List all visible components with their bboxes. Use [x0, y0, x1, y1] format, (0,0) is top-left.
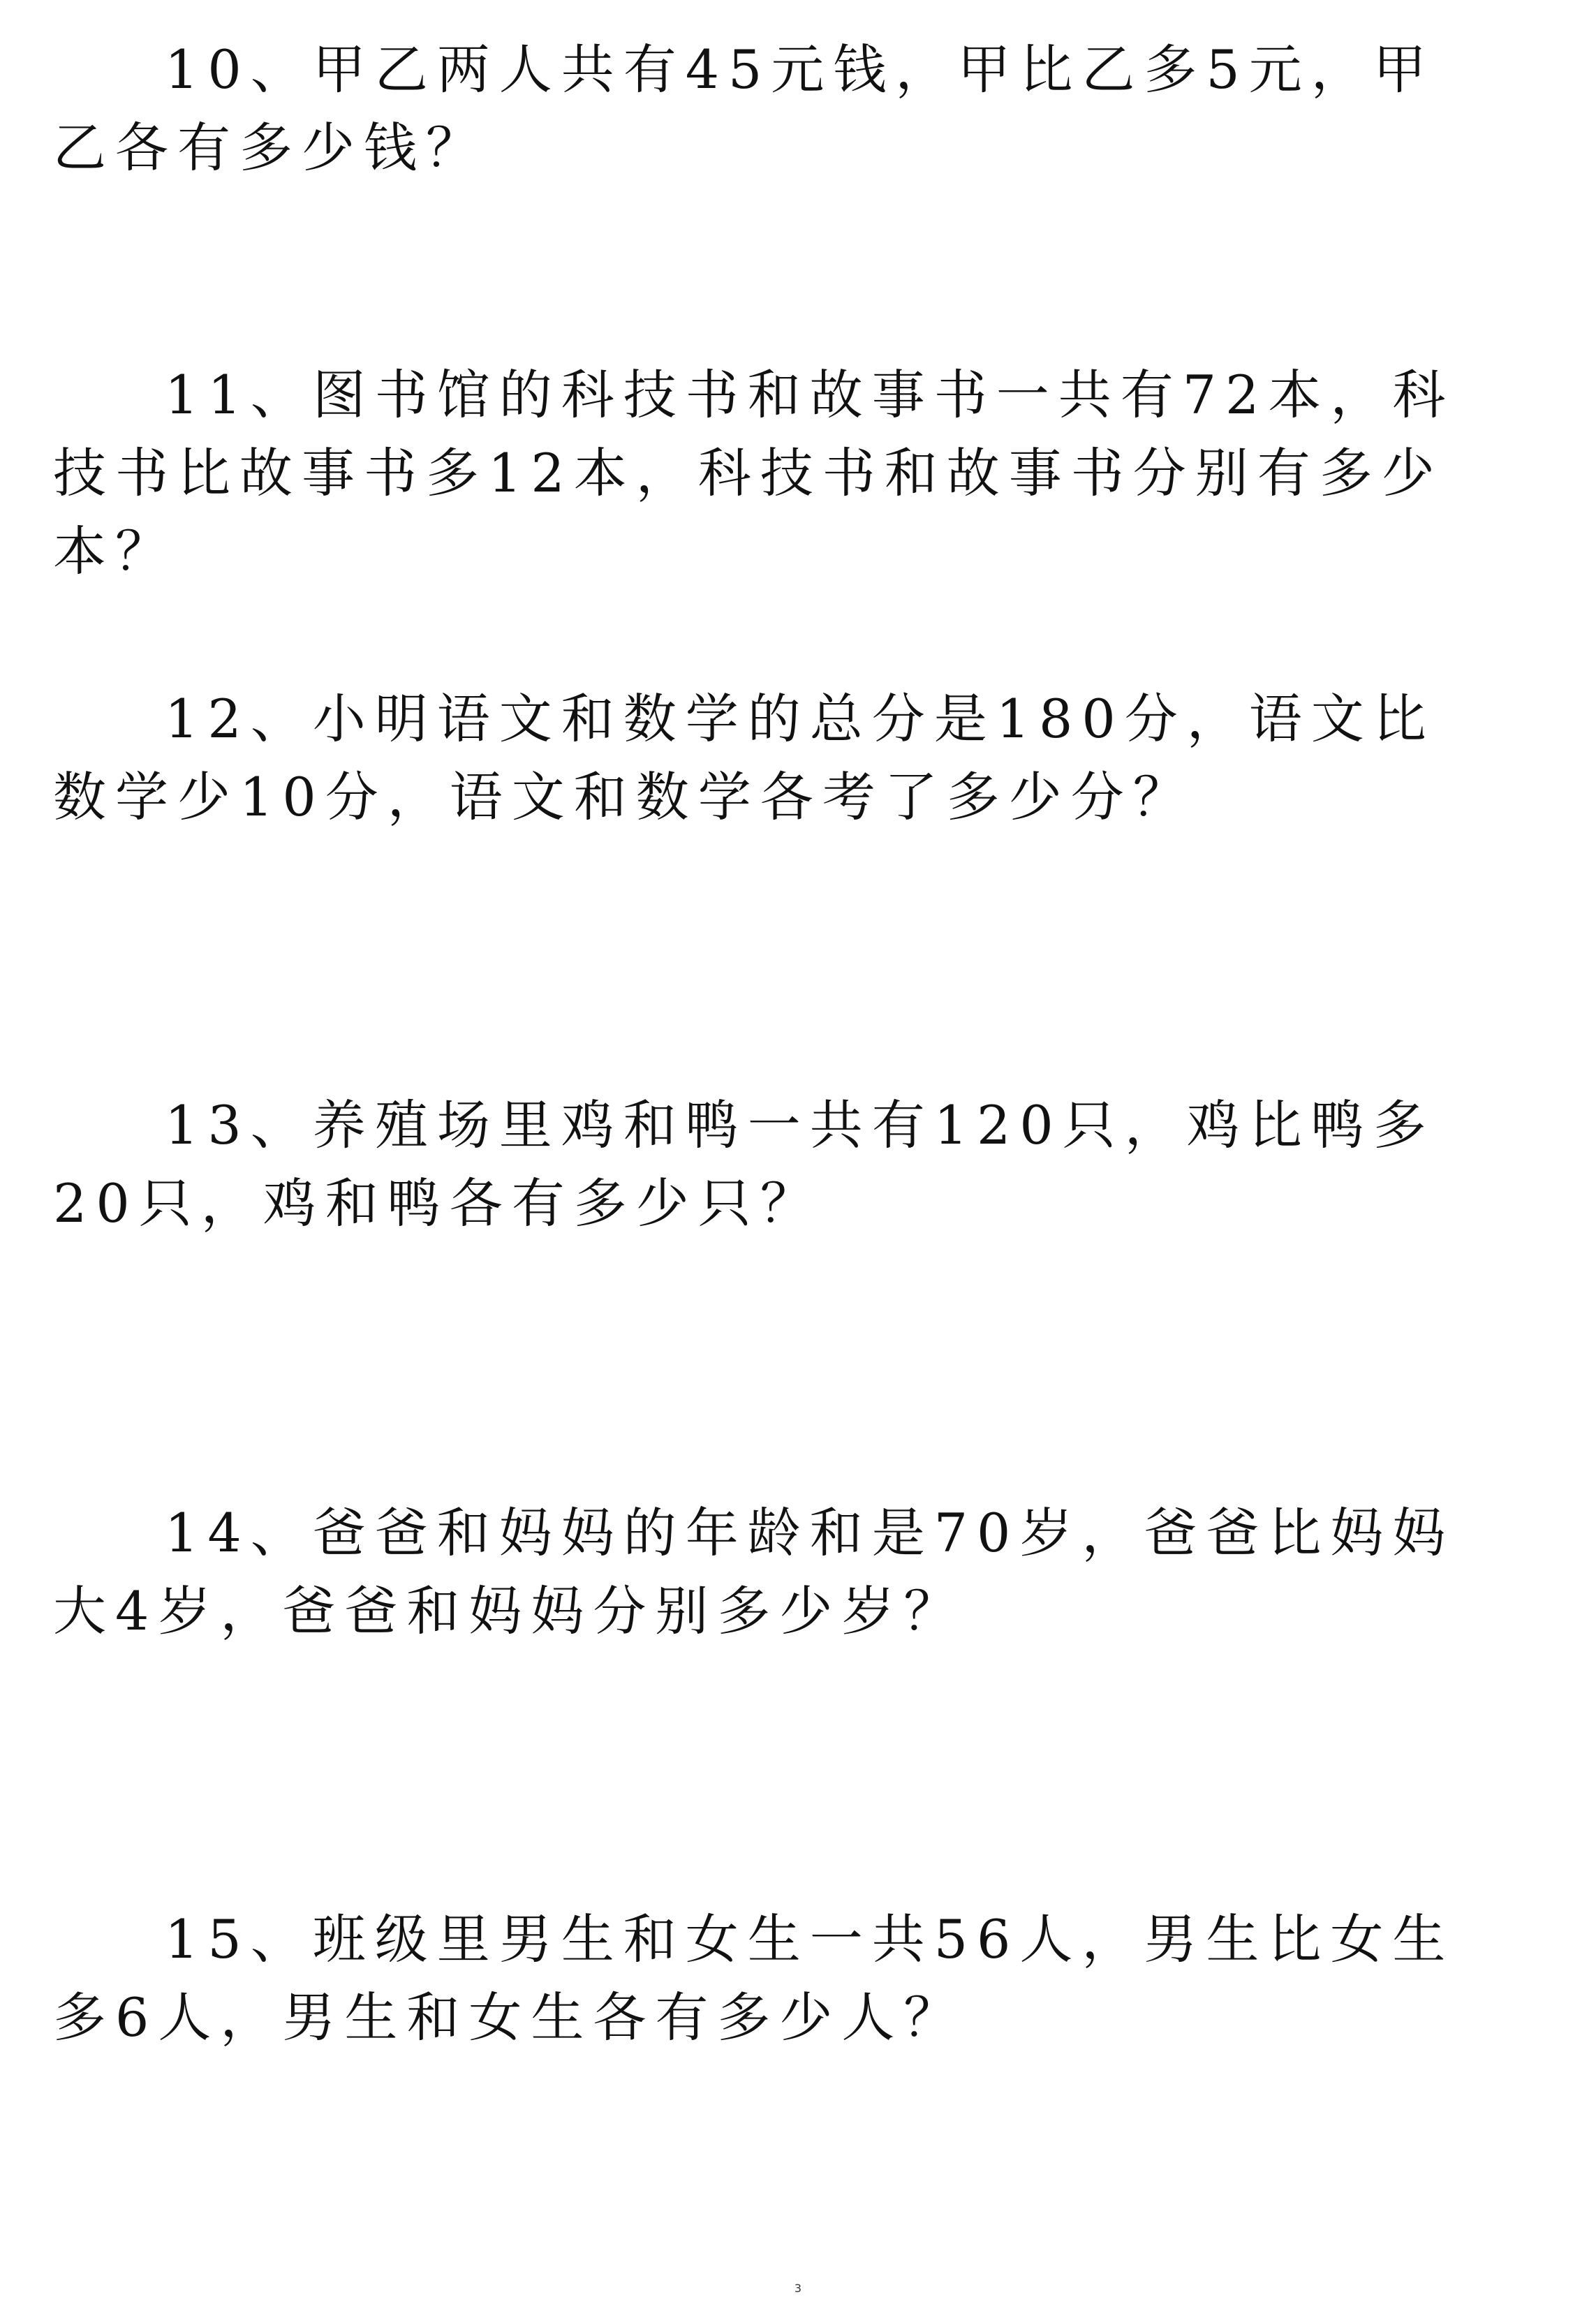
problem-10: 10、甲乙两人共有45元钱，甲比乙多5元，甲乙各有多少钱？	[53, 38, 1435, 179]
problem-12: 12、小明语文和数学的总分是180分，语文比数学少10分，语文和数学各考了多少分？	[53, 688, 1435, 828]
problem-13: 13、养殖场里鸡和鸭一共有120只，鸡比鸭多20只，鸡和鸭各有多少只？	[53, 1094, 1435, 1234]
problem-14: 14、爸爸和妈妈的年龄和是70岁，爸爸比妈妈大4岁，爸爸和妈妈分别多少岁？	[53, 1502, 1455, 1642]
problem-11: 11、图书馆的科技书和故事书一共有72本，科技书比故事书多12本，科技书和故事书分别有多少本？	[53, 364, 1455, 582]
problem-15: 15、班级里男生和女生一共56人，男生比女生多6人，男生和女生各有多少人？	[53, 1908, 1455, 2048]
page-number: 3	[794, 2282, 802, 2295]
